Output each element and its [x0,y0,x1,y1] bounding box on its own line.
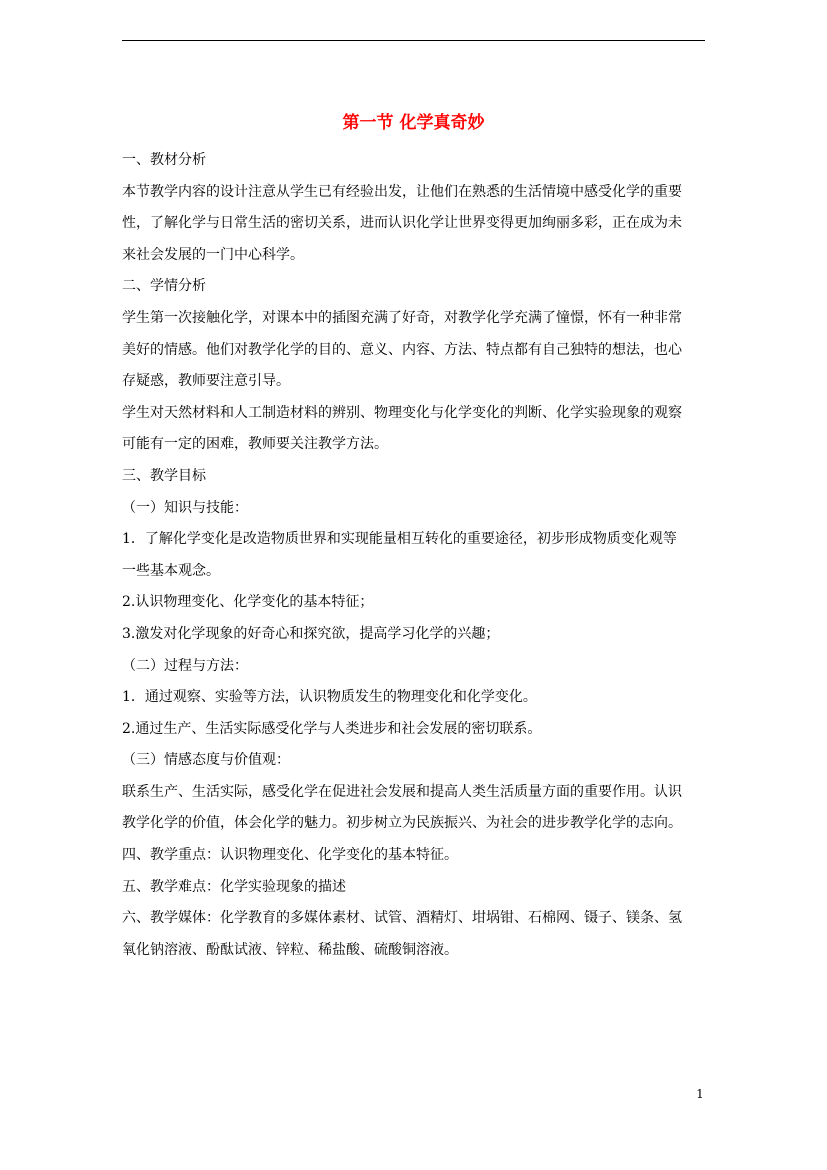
text-line: 一些基本观念。 [122,562,220,579]
page-number: 1 [696,1087,704,1101]
text-line: 性，了解化学与日常生活的密切关系，进而认识化学让世界变得更加绚丽多彩，正在成为未 [122,215,682,232]
text-line: 一、教材分析 [122,152,206,168]
text-line: 学生对天然材料和人工制造材料的辨别、物理变化与化学变化的判断、化学实验现象的观察 [122,404,682,421]
text-line: 2.认识物理变化、化学变化的基本特征； [122,594,374,611]
text-line: 1．了解化学变化是改造物质世界和实现能量相互转化的重要途径，初步形成物质变化观等 [122,531,677,548]
text-line: （一）知识与技能： [122,499,248,516]
text-line: （三）情感态度与价值观： [122,752,290,769]
text-line: 可能有一定的困难，教师要关注教学方法。 [122,436,388,453]
text-line: 存疑惑，教师要注意引导。 [122,373,290,390]
text-line: 来社会发展的一门中心科学。 [122,246,304,263]
text-line: 学生第一次接触化学，对课本中的插图充满了好奇，对教学化学充满了憧憬，怀有一种非常 [122,309,682,326]
text-line: 二、学情分析 [122,278,206,295]
document-body [122,145,705,966]
text-line: 教学化学的价值，体会化学的魅力。初步树立为民族振兴、为社会的进步教学化学的志向。 [122,815,682,832]
text-line: 2.通过生产、生活实际感受化学与人类进步和社会发展的密切联系。 [122,720,542,737]
text-line: 联系生产、生活实际，感受化学在促进社会发展和提高人类生活质量方面的重要作用。认识 [122,783,682,800]
text-line: （二）过程与方法： [122,657,248,674]
text-line: 1．通过观察、实验等方法，认识物质发生的物理变化和化学变化。 [122,689,537,706]
text-line: 五、教学难点：化学实验现象的描述 [122,878,346,895]
text-line: 四、教学重点：认识物理变化、化学变化的基本特征。 [122,847,458,864]
header-rule [122,40,705,41]
text-line: 三、教学目标 [122,467,206,484]
text-line: 本节教学内容的设计注意从学生已有经验出发，让他们在熟悉的生活情境中感受化学的重要 [122,183,682,200]
text-line: 3.激发对化学现象的好奇心和探究欲，提高学习化学的兴趣； [122,625,500,642]
text-line: 美好的情感。他们对教学化学的目的、意义、内容、方法、特点都有自己独特的想法，也心 [122,341,682,358]
text-line: 氧化钠溶液、酚酞试液、锌粒、稀盐酸、硫酸铜溶液。 [122,941,458,958]
page-title: 第一节 化学真奇妙 [342,113,485,133]
text-line: 六、教学媒体：化学教育的多媒体素材、试管、酒精灯、坩埚钳、石棉网、镊子、镁条、氢 [122,910,682,927]
